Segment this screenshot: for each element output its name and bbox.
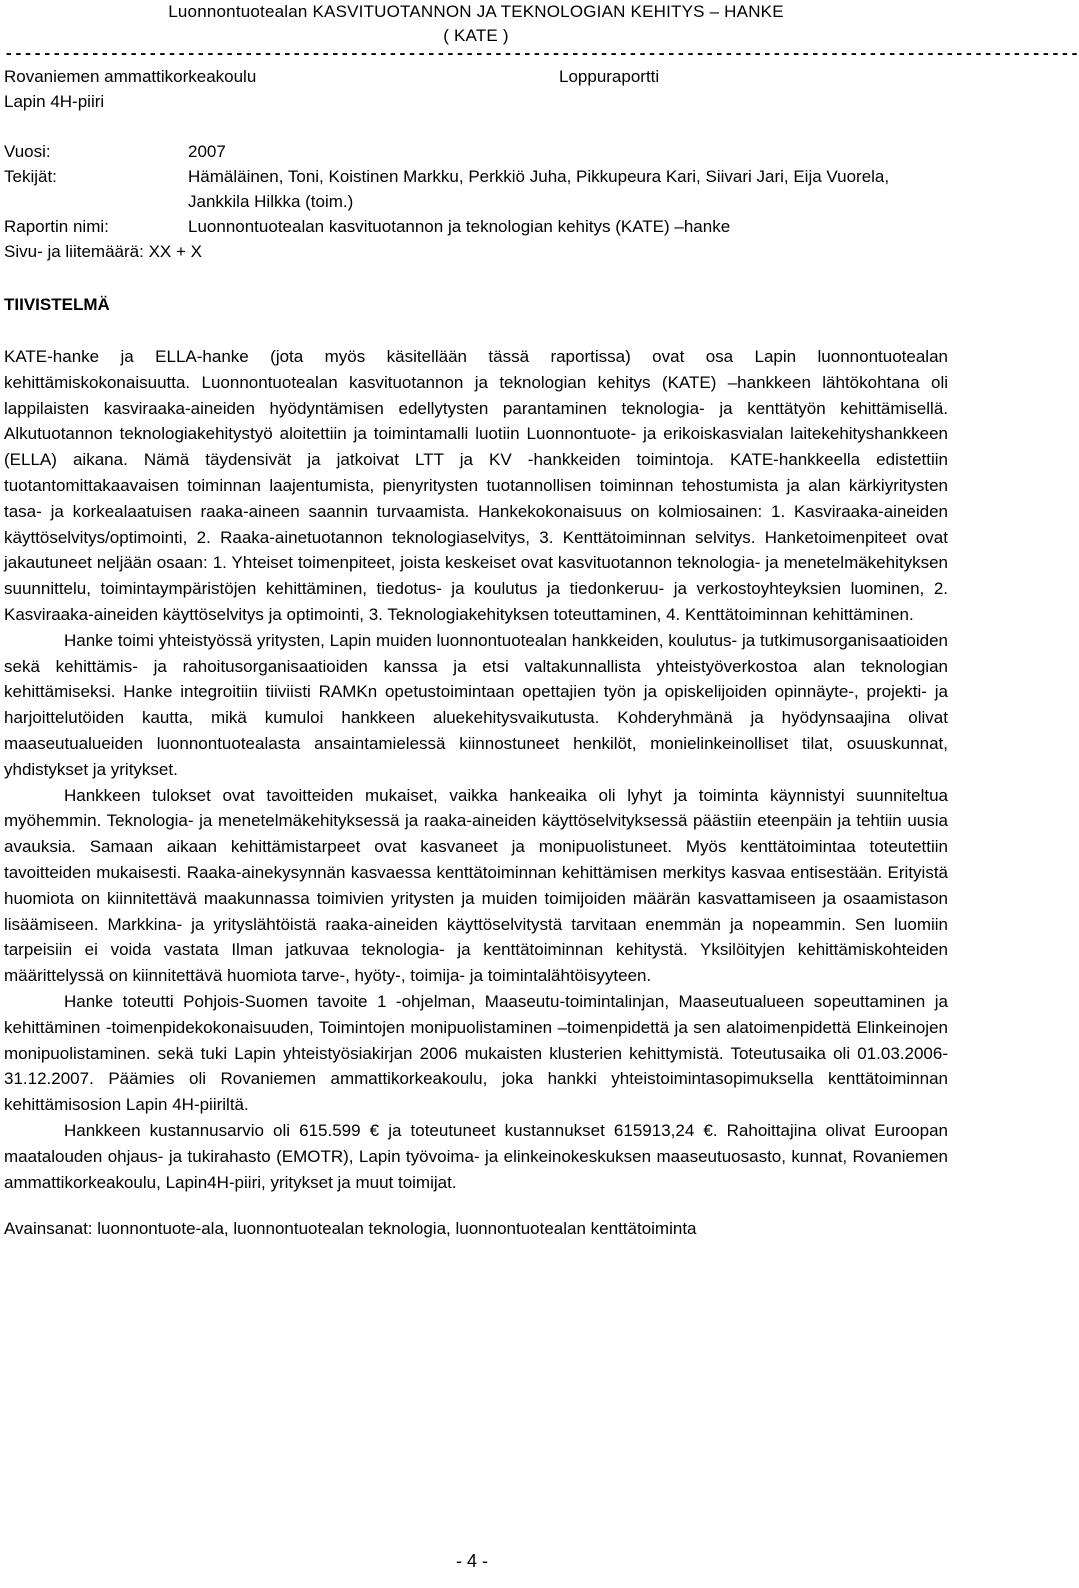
summary-paragraph: Hankkeen tulokset ovat tavoitteiden mukaiset, vaikka hankeaika oli lyhyt ja toiminta käynnistyi suunniteltua myöhemmin. Teknologia- ja menetelmäkehityksessä ja raaka-aineiden käyttöselvityksessä päästiin eteenpäin ja tehtiin uusia avauksia. Samaan aikaan kehittämistarpeet ovat kasvaneet ja monipuolistuneet. Myös kenttätoimintaa toteutettiin tavoitteiden mukaisesti. Raaka-ainekysynnän kasvaessa kenttätoiminnan kehittämisen merkitys kasvaa entisestään. Erityistä huomiota on kiinnitettävä maakunnassa toimivien yritysten ja muiden toimijoiden määrän kasvattamiseen ja osaamistason lisäämiseen. Markkina- ja yrityslähtöistä raaka-aineiden käyttöselvitystä tarvitaan enemmän ja nopeammin. Sen luomiin tarpeisiin ei voida vastata Ilman jatkuvaa teknologia- ja kenttätoiminnan kehitystä. Yksilöityjen kehittämiskohteiden määrittelyssä on kiinnitettävä huomiota tarve-, hyöty-, toimija- ja toimintalähtöisyyteen. xyxy=(4,785,948,986)
document-title-line1: Luonnontuotealan KASVITUOTANNON JA TEKNOLOGIAN KEHITYS – HANKE xyxy=(168,2,784,21)
organization-name: Rovaniemen ammattikorkeakoulu xyxy=(4,67,257,86)
summary-paragraph: Hanke toimi yhteistyössä yritysten, Lapin muiden luonnontuotealan hankkeiden, koulutus- ja tutkimusorganisaatioiden sekä kehittämis- ja rahoitusorganisaatioiden kanssa ja etsi valtakunnallista yhteistyöverkostoa alan teknologian kehittämiseksi. Hanke integroitiin tiiviisti RAMKn opetustoimintaan opettajien työn ja opiskelijoiden opinnäyte-, projekti- ja harjoittelutöiden kautta, mikä kumuloi hankkeen aluekehitysvaikutusta. Kohderyhmänä ja hyödynsaajina olivat maaseutualueiden luonnontuotealasta ansaintamielessä kiinnostuneet henkilöt, monielinkeinolliset tilat, osuuskunnat, yhdistykset ja yritykset. xyxy=(4,630,948,779)
report-type: Loppuraportti xyxy=(559,67,660,86)
report-name-label: Raportin nimi: xyxy=(4,217,109,236)
keywords: Avainsanat: luonnontuote-ala, luonnontuotealan teknologia, luonnontuotealan kenttätoiminta xyxy=(4,1219,697,1239)
partner-name: Lapin 4H-piiri xyxy=(4,92,105,111)
year-value: 2007 xyxy=(188,142,226,161)
header-separator: ---------------------------------------------------------------------------------------------------------------- xyxy=(4,45,1079,63)
organization-row xyxy=(4,64,948,89)
report-metadata xyxy=(4,139,948,239)
page-number: - 4 - xyxy=(455,1551,488,1571)
summary-heading: TIIVISTELMÄ xyxy=(4,295,110,314)
document-page xyxy=(4,0,1079,1241)
document-title-line2: ( KATE ) xyxy=(443,26,509,45)
year-label: Vuosi: xyxy=(4,142,51,161)
summary-paragraph: KATE-hanke ja ELLA-hanke (jota myös käsitellään tässä raportissa) ovat osa Lapin luonnontuotealan kehittämiskokonaisuutta. Luonnontuotealan kasvituotannon ja teknologian kehitys (KATE) –hankkeen lähtökohtana oli lappilaisten kasviraaka-aineiden hyödyntämisen edellytysten parantaminen teknologia- ja kenttätyön kehittämisellä. Alkutuotannon teknologiakehitystyö aloitettiin ja toimintamalli luotiin Luonnontuote- ja erikoiskasvialan laitekehityshankkeen (ELLA) aikana. Nämä täydensivät ja jatkoivat LTT ja KV -hankkeiden toimintoja. KATE-hankkeella edistettiin tuotantomittakaavaisen toiminnan laajentumista, pienyritysten tuotannollisen toiminnan tehostumista ja alan kärkiyritysten tasa- ja korkealaatuisen raaka-aineen saannin turvaamista. Hankekokonaisuus on kolmiosainen: 1. Kasviraaka-aineiden käyttöselvitys/optimointi, 2. Raaka-ainetuotannon teknologiaselvitys, 3. Kenttätoiminnan selvitys. Hanketoimenpiteet ovat jakautuneet neljään osaan: 1. Yhteiset toimenpiteet, joista keskeiset ovat kasvituotannon teknologia- ja menetelmäkehityksen suunnittelu, toimintaympäristöjen kehittäminen, tiedotus- ja koulutus ja tiedonkeruu- ja verkostoyhteyksien luominen, 2. Kasviraaka-aineiden käyttöselvitys ja optimointi, 3. Teknologiakehityksen toteuttaminen, 4. Kenttätoiminnan kehittäminen. xyxy=(4,347,948,624)
authors-value: Hämäläinen, Toni, Koistinen Markku, Perkkiö Juha, Pikkupeura Kari, Siivari Jari, Eija Vuorela, Jankkila Hilkka (toim.) xyxy=(188,167,890,211)
summary-body xyxy=(4,344,948,1195)
pages-value: XX + X xyxy=(148,242,202,261)
summary-paragraph: Hankkeen kustannusarvio oli 615.599 € ja toteutuneet kustannukset 615913,24 €. Rahoittajina olivat Euroopan maatalouden ohjaus- ja tukirahasto (EMOTR), Lapin työvoima- ja elinkeinokeskuksen maaseutuosasto, kunnat, Rovaniemen ammattikorkeakoulu, Lapin4H-piiri, yritykset ja muut toimijat. xyxy=(4,1120,948,1192)
summary-paragraph: Hanke toteutti Pohjois-Suomen tavoite 1 -ohjelman, Maaseutu-toimintalinjan, Maaseutualueen sopeuttaminen ja kehittäminen -toimenpidekokonaisuuden, Toimintojen monipuolistaminen –toimenpidettä ja sen alatoimenpidettä Elinkeinojen monipuolistaminen. sekä tuki Lapin yhteistyösiakirjan 2006 mukaisten klusterien kehittymistä. Toteutusaika oli 01.03.2006-31.12.2007. Päämies oli Rovaniemen ammattikorkeakoulu, joka hankki yhteistoimintasopimuksella kenttätoiminnan kehittämisosion Lapin 4H-piiriltä. xyxy=(4,991,948,1115)
pages-label: Sivu- ja liitemäärä: xyxy=(4,242,144,261)
authors-label: Tekijät: xyxy=(4,167,57,186)
pages-row xyxy=(4,239,948,264)
report-name-value: Luonnontuotealan kasvituotannon ja teknologian kehitys (KATE) –hanke xyxy=(188,217,731,236)
